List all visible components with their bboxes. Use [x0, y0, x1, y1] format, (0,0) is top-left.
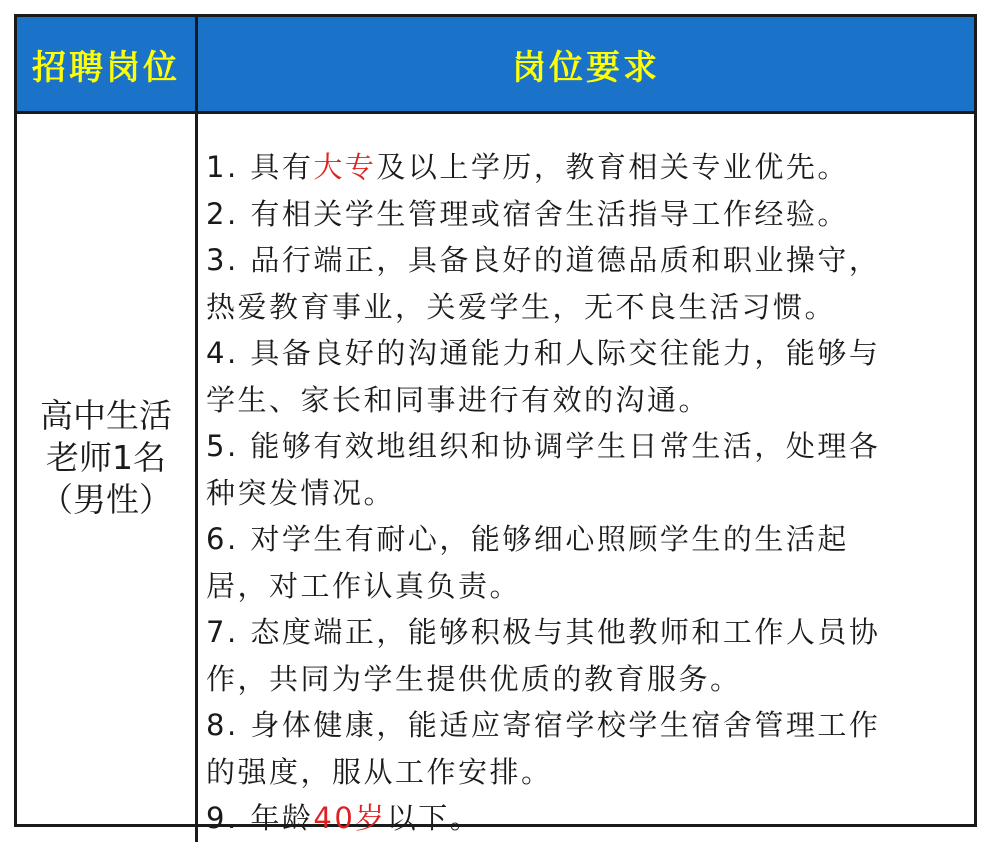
requirement-8-line-2: 的强度，服从工作安排。 [206, 754, 553, 789]
requirement-8-line-1: 8. 身体健康，能适应寄宿学校学生宿舍管理工作 [206, 708, 881, 742]
requirement-6-line-2: 居，对工作认真负责。 [206, 568, 522, 603]
highlight-education: 大专 [313, 150, 377, 184]
requirement-6-line-1: 6. 对学生有耐心，能够细心照顾学生的生活起 [206, 522, 849, 556]
highlight-age: 40岁 [313, 801, 387, 835]
requirement-4-line-2: 学生、家长和同事进行有效的沟通。 [206, 382, 711, 417]
header-position: 招聘岗位 [17, 17, 198, 114]
header-requirements: 岗位要求 [198, 17, 974, 114]
requirement-5-line-2: 种突发情况。 [206, 475, 396, 510]
position-cell [17, 114, 198, 842]
requirement-7-line-2: 作，共同为学生提供优质的教育服务。 [206, 661, 742, 696]
requirement-2: 2. 有相关学生管理或宿舍生活指导工作经验。 [206, 196, 849, 231]
requirement-3-line-2: 热爱教育事业，关爱学生，无不良生活习惯。 [206, 289, 837, 324]
requirement-4-line-1: 4. 具备良好的沟通能力和人际交往能力，能够与 [206, 336, 881, 370]
position-line-3: （男性） [40, 479, 172, 519]
requirement-5-line-1: 5. 能够有效地组织和协调学生日常生活，处理各 [206, 429, 881, 463]
recruitment-table [14, 14, 977, 835]
requirement-9: 9. 年龄40岁以下。 [206, 801, 482, 835]
position-line-1: 高中生活 [40, 395, 172, 435]
requirement-1: 1. 具有大专及以上学历，教育相关专业优先。 [206, 150, 849, 184]
requirement-3-line-1: 3. 品行端正，具备良好的道德品质和职业操守， [206, 243, 881, 277]
requirement-7-line-1: 7. 态度端正，能够积极与其他教师和工作人员协 [206, 615, 881, 649]
position-line-2: 老师1名 [46, 437, 166, 477]
requirements-cell [198, 114, 974, 842]
